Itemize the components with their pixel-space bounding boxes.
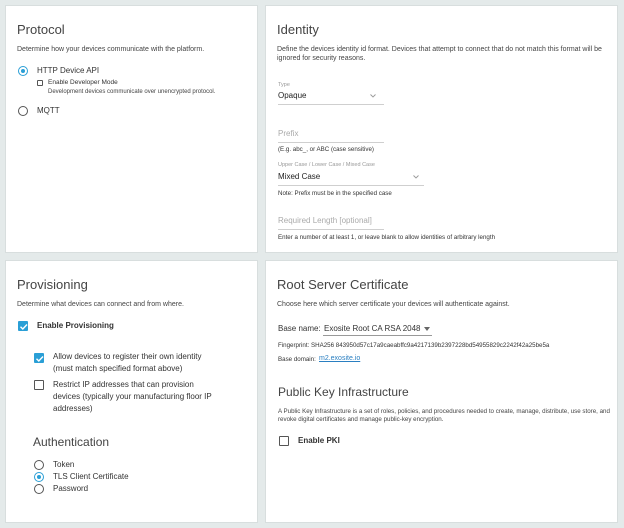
protocol-card: [5, 5, 258, 253]
developer-mode-checkbox[interactable]: [37, 80, 43, 86]
pki-title: Public Key Infrastructure: [278, 385, 409, 399]
base-domain-link[interactable]: m2.exosite.io: [319, 355, 361, 362]
base-name-chevron-down-icon[interactable]: [424, 327, 430, 331]
base-name-label: Base name:: [278, 324, 321, 333]
authentication-title: Authentication: [33, 435, 110, 449]
restrict-ip-label-line1[interactable]: Restrict IP addresses that can provision: [53, 380, 194, 389]
root-cert-title: Root Server Certificate: [277, 277, 409, 292]
auth-token-radio[interactable]: [34, 460, 44, 470]
base-name-select-underline: [323, 335, 432, 336]
type-field-label: Type: [278, 82, 290, 88]
enable-provisioning-checkbox[interactable]: [18, 321, 28, 331]
auth-tls-client-cert-radio[interactable]: [34, 472, 44, 482]
allow-register-label-line2[interactable]: (must match specified format above): [53, 364, 183, 373]
developer-mode-label[interactable]: Enable Developer Mode: [48, 79, 118, 86]
case-select-underline: [278, 185, 424, 186]
auth-password-label[interactable]: Password: [53, 484, 89, 493]
case-select-value[interactable]: Mixed Case: [278, 172, 321, 181]
enable-pki-checkbox[interactable]: [279, 436, 289, 446]
restrict-ip-checkbox[interactable]: [34, 380, 44, 390]
protocol-description: Determine how your devices communicate with the platform.: [17, 46, 205, 53]
identity-title: Identity: [277, 22, 319, 37]
base-name-select-value[interactable]: Exosite Root CA RSA 2048: [324, 324, 421, 333]
type-chevron-down-icon[interactable]: [370, 94, 376, 98]
case-note: Note: Prefix must be in the specified case: [278, 190, 392, 197]
auth-token-label[interactable]: Token: [53, 460, 75, 469]
restrict-ip-label-line3[interactable]: addresses): [53, 404, 93, 413]
pki-description: A Public Key Infrastructure is a set of roles, policies, and procedures needed to create, manage, distribute, use store, and revoke digital certificates and manage public-key encryption.: [278, 408, 610, 423]
required-length-underline: [278, 229, 384, 230]
provisioning-description: Determine what devices can connect and from where.: [17, 301, 184, 308]
fingerprint-text: Fingerprint: SHA256 843950d57c17a9caeabffc9a4217139b2397228bd54955829c2242f42a25be5a: [278, 342, 550, 349]
allow-register-checkbox[interactable]: [34, 353, 44, 363]
auth-tls-client-cert-label[interactable]: TLS Client Certificate: [53, 472, 129, 481]
provisioning-card: [5, 260, 258, 523]
prefix-input[interactable]: Prefix: [278, 129, 299, 138]
root-cert-card: [265, 260, 618, 523]
required-length-help: Enter a number of at least 1, or leave blank to allow identities of arbitrary length: [278, 234, 496, 241]
http-device-api-label[interactable]: HTTP Device API: [37, 66, 100, 75]
identity-description: Define the devices identity id format. Devices that attempt to connect that do not match this format will be ignored for security reasons.: [277, 46, 602, 62]
type-select-underline: [278, 104, 384, 105]
protocol-title: Protocol: [17, 22, 65, 37]
developer-mode-description: Development devices communicate over unencrypted protocol.: [48, 89, 216, 95]
checkmark-icon: [19, 322, 29, 332]
case-field-label: Upper Case / Lower Case / Mixed Case: [278, 162, 375, 168]
enable-pki-label[interactable]: Enable PKI: [298, 436, 340, 445]
prefix-help-text: (E.g. abc_, or ABC (case sensitive): [278, 146, 374, 153]
provisioning-title: Provisioning: [17, 277, 88, 292]
case-chevron-down-icon[interactable]: [413, 175, 419, 179]
restrict-ip-label-line2[interactable]: devices (typically your manufacturing floor IP: [53, 392, 212, 401]
mqtt-radio[interactable]: [18, 106, 28, 116]
base-domain-label: Base domain:: [278, 356, 316, 363]
required-length-input[interactable]: Required Length [optional]: [278, 216, 372, 225]
mqtt-label[interactable]: MQTT: [37, 106, 60, 115]
auth-password-radio[interactable]: [34, 484, 44, 494]
allow-register-label-line1[interactable]: Allow devices to register their own identity: [53, 352, 202, 361]
identity-card: [265, 5, 618, 253]
checkmark-icon: [35, 354, 45, 364]
prefix-input-underline: [278, 142, 384, 143]
root-cert-description: Choose here which server certificate your devices will authenticate against.: [277, 301, 510, 308]
type-select-value[interactable]: Opaque: [278, 91, 307, 100]
enable-provisioning-label[interactable]: Enable Provisioning: [37, 321, 114, 330]
http-device-api-radio[interactable]: [18, 66, 28, 76]
